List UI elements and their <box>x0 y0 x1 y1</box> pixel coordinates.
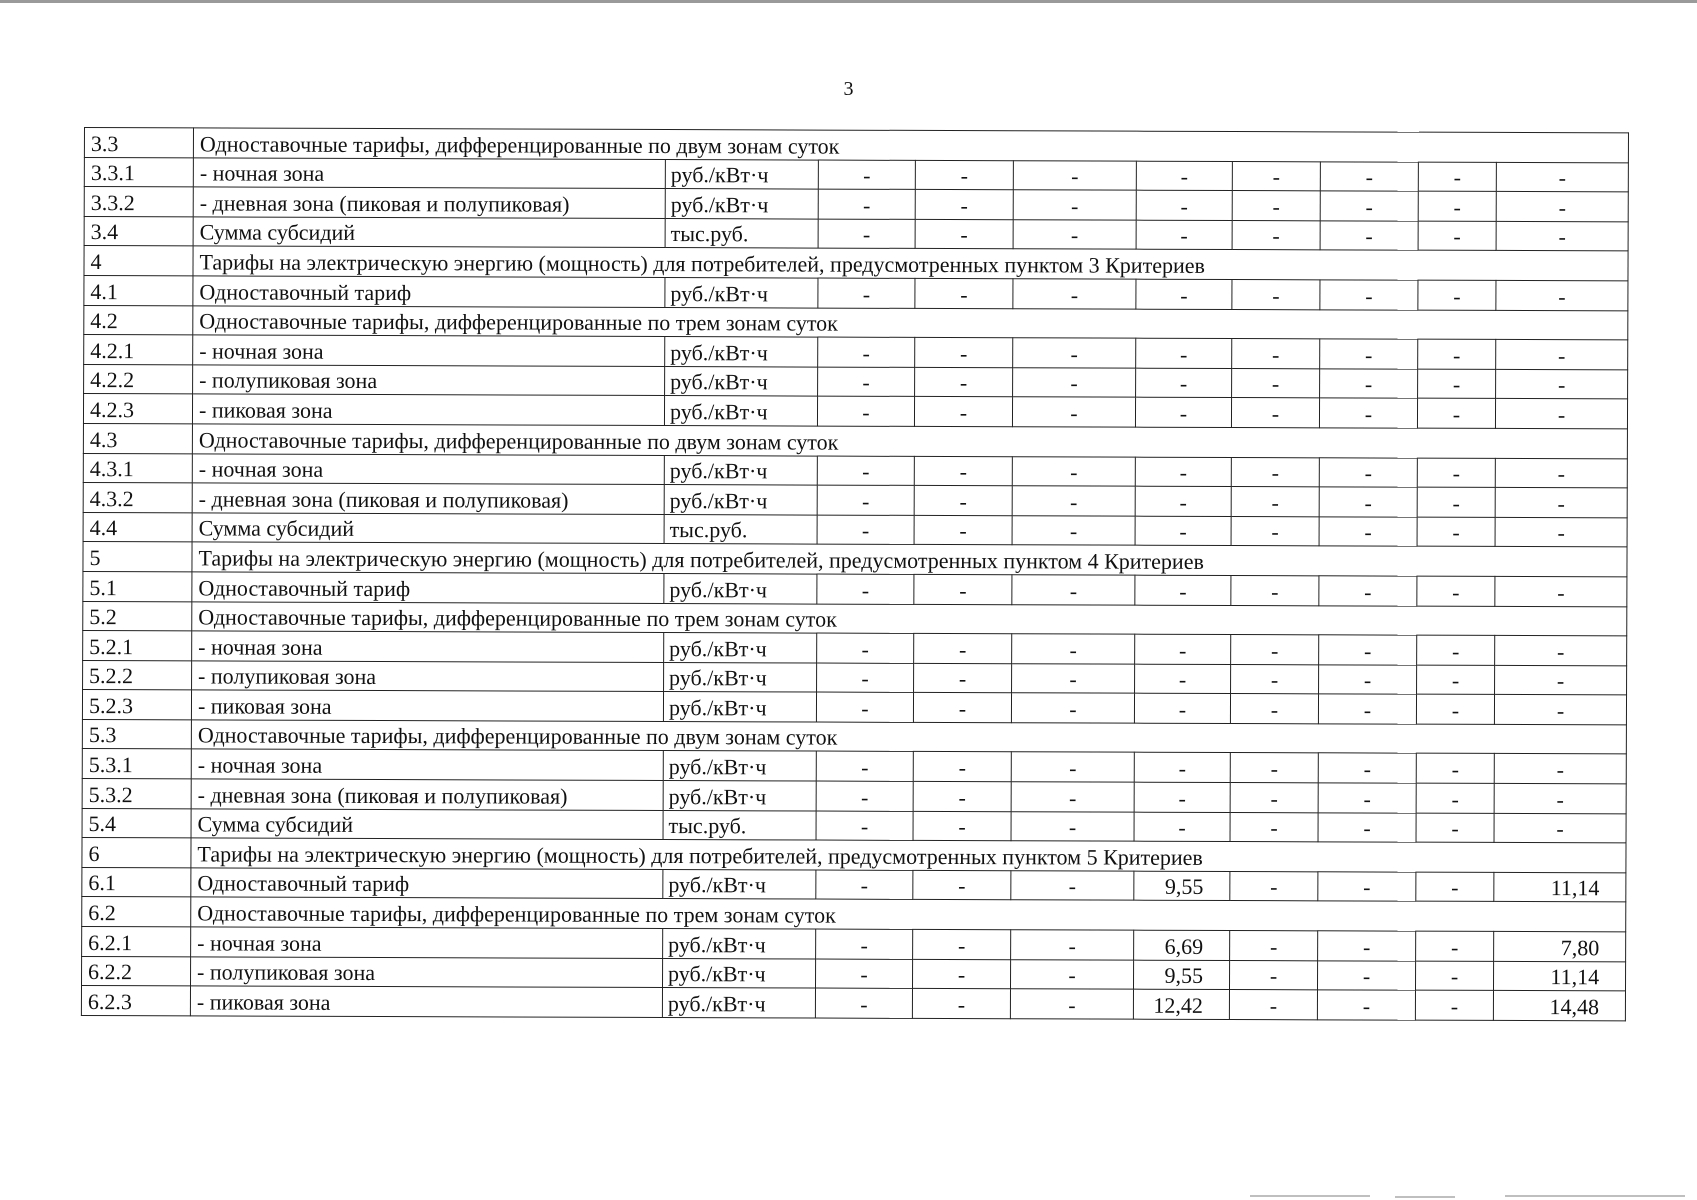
value-cell: - <box>1012 575 1135 605</box>
value-cell: - <box>914 574 1012 604</box>
value-cell: - <box>1013 367 1136 397</box>
value-cell: - <box>1011 693 1134 723</box>
value-cell: - <box>1319 457 1417 487</box>
value-cell: - <box>913 752 1011 782</box>
unit-cell: руб./кВт·ч <box>662 988 815 1018</box>
value-cell: - <box>1319 576 1417 606</box>
row-number-cell: 5.3 <box>82 719 191 749</box>
value-cell: - <box>1012 634 1135 664</box>
value-cell: - <box>1418 280 1496 310</box>
value-cell: - <box>816 692 913 722</box>
value-cell: - <box>817 515 914 545</box>
value-cell: - <box>1318 931 1416 961</box>
row-number-cell: 5 <box>83 542 192 572</box>
value-cell: - <box>1230 812 1318 842</box>
value-cell: - <box>1010 989 1133 1019</box>
row-number-cell: 4.3.2 <box>83 483 192 513</box>
value-cell: - <box>1135 398 1231 428</box>
value-cell: - <box>915 278 1013 308</box>
unit-cell: руб./кВт·ч <box>663 692 816 722</box>
value-cell: - <box>1135 457 1231 487</box>
value-cell: - <box>1134 782 1230 812</box>
value-cell: - <box>913 693 1011 723</box>
unit-cell: руб./кВт·ч <box>664 455 817 485</box>
value-cell: - <box>817 485 914 515</box>
value-cell: - <box>818 160 915 190</box>
value-cell: - <box>1231 664 1319 694</box>
unit-cell: руб./кВт·ч <box>663 929 816 959</box>
unit-cell: руб./кВт·ч <box>664 396 817 426</box>
row-name-cell: - полупиковая зона <box>191 957 663 988</box>
row-number-cell: 6.2.2 <box>82 956 191 986</box>
value-cell: - <box>1416 872 1494 902</box>
unit-cell: руб./кВт·ч <box>664 573 817 603</box>
row-name-cell: Сумма субсидий <box>191 809 663 840</box>
value-cell: - <box>1417 517 1495 547</box>
value-cell: - <box>1495 488 1627 518</box>
value-cell: 6,69 <box>1134 930 1230 960</box>
value-cell: - <box>1013 338 1136 368</box>
value-cell: - <box>1136 220 1232 250</box>
value-cell: - <box>914 456 1012 486</box>
value-cell: - <box>1320 339 1418 369</box>
section-title-cell: Тарифы на электрическую энергию (мощность) для потребителей, предусмотренных пунктом 5 Критериев <box>191 838 1626 873</box>
value-cell: - <box>1319 517 1417 547</box>
row-name-cell: - пиковая зона <box>191 690 663 721</box>
value-cell: - <box>1229 960 1317 990</box>
row-name-cell: - дневная зона (пиковая и полупиковая) <box>193 187 665 218</box>
row-number-cell: 6.2.3 <box>81 986 190 1016</box>
value-cell: - <box>1232 368 1320 398</box>
value-cell: - <box>1230 931 1318 961</box>
value-cell: - <box>1136 190 1232 220</box>
value-cell: - <box>1495 399 1627 429</box>
value-cell: - <box>914 633 1012 663</box>
row-number-cell: 5.2.3 <box>82 690 191 720</box>
value-cell: - <box>816 781 913 811</box>
row-number-cell: 4.3.1 <box>83 453 192 483</box>
row-number-cell: 4.2.2 <box>84 364 193 394</box>
value-cell: - <box>818 189 915 219</box>
unit-cell: руб./кВт·ч <box>664 662 817 692</box>
section-title-cell: Одноставочные тарифы, дифференцированные по двум зонам суток <box>193 128 1628 163</box>
value-cell: - <box>816 752 913 782</box>
value-cell: - <box>1319 635 1417 665</box>
page-number: 3 <box>843 78 854 100</box>
row-number-cell: 4.3 <box>83 423 192 453</box>
value-cell: 11,14 <box>1493 961 1625 991</box>
row-number-cell: 3.3.2 <box>84 187 193 217</box>
value-cell: - <box>915 367 1013 397</box>
value-cell: - <box>1416 754 1494 784</box>
section-title-cell: Тарифы на электрическую энергию (мощность) для потребителей, предусмотренных пунктом 4 Критериев <box>192 542 1627 577</box>
value-cell: - <box>818 219 915 249</box>
value-cell: - <box>1231 487 1319 517</box>
unit-cell: руб./кВт·ч <box>665 189 818 219</box>
value-cell: - <box>816 929 913 959</box>
value-cell: - <box>1230 783 1318 813</box>
row-name-cell: Сумма субсидий <box>193 217 665 248</box>
row-name-cell: - ночная зона <box>192 631 664 662</box>
value-cell: - <box>1496 221 1628 251</box>
row-name-cell: - дневная зона (пиковая и полупиковая) <box>192 483 664 514</box>
value-cell: - <box>817 396 914 426</box>
value-cell: - <box>1418 339 1496 369</box>
value-cell: - <box>815 988 912 1018</box>
value-cell: - <box>1136 368 1232 398</box>
value-cell: - <box>1415 990 1493 1020</box>
value-cell: - <box>1495 665 1627 695</box>
value-cell: 14,48 <box>1493 991 1625 1021</box>
value-cell: - <box>1135 486 1231 516</box>
row-number-cell: 4 <box>84 246 193 276</box>
value-cell: - <box>1136 279 1232 309</box>
value-cell: - <box>1318 872 1416 902</box>
value-cell: - <box>1232 339 1320 369</box>
value-cell: - <box>1013 220 1136 250</box>
value-cell: - <box>1417 487 1495 517</box>
value-cell: - <box>1012 515 1135 545</box>
row-name-cell: - пиковая зона <box>190 986 662 1017</box>
value-cell: - <box>1320 191 1418 221</box>
section-title-cell: Одноставочные тарифы, дифференцированные по двум зонам суток <box>191 720 1626 755</box>
row-number-cell: 6 <box>82 838 191 868</box>
row-number-cell: 6.2.1 <box>82 927 191 957</box>
unit-cell: руб./кВт·ч <box>663 869 816 899</box>
unit-cell: руб./кВт·ч <box>665 159 818 189</box>
value-cell: - <box>1417 635 1495 665</box>
scan-artifact-line <box>1505 1195 1685 1197</box>
value-cell: - <box>915 160 1013 190</box>
row-number-cell: 5.2.2 <box>83 660 192 690</box>
value-cell: - <box>913 811 1011 841</box>
row-number-cell: 4.2 <box>84 305 193 335</box>
value-cell: - <box>912 989 1010 1019</box>
value-cell: - <box>1134 812 1230 842</box>
section-title-cell: Тарифы на электрическую энергию (мощность) для потребителей, предусмотренных пунктом 3 Критериев <box>193 246 1628 281</box>
value-cell: 12,42 <box>1133 989 1229 1019</box>
value-cell: - <box>1012 486 1135 516</box>
value-cell: 7,80 <box>1494 931 1626 961</box>
value-cell: - <box>1418 162 1496 192</box>
value-cell: 9,55 <box>1133 960 1229 990</box>
value-cell: - <box>1135 516 1231 546</box>
unit-cell: руб./кВт·ч <box>665 277 818 307</box>
value-cell: - <box>1231 635 1319 665</box>
value-cell: - <box>1496 369 1628 399</box>
value-cell: - <box>815 959 912 989</box>
row-name-cell: - ночная зона <box>191 927 663 958</box>
value-cell: - <box>1011 930 1134 960</box>
value-cell: - <box>1013 279 1136 309</box>
scan-top-edge <box>0 0 1697 3</box>
value-cell: - <box>817 633 914 663</box>
row-number-cell: 3.3 <box>84 128 193 158</box>
value-cell: - <box>816 870 913 900</box>
scan-artifact-line <box>1250 1195 1370 1197</box>
value-cell: - <box>1231 398 1319 428</box>
unit-cell: тыс.руб. <box>665 218 818 248</box>
value-cell: - <box>1012 456 1135 486</box>
value-cell: - <box>1320 221 1418 251</box>
row-number-cell: 5.2 <box>83 601 192 631</box>
value-cell: - <box>1229 990 1317 1020</box>
value-cell: - <box>817 574 914 604</box>
value-cell: - <box>816 811 913 841</box>
value-cell: - <box>1318 783 1416 813</box>
value-cell: - <box>1318 753 1416 783</box>
table-row <box>81 986 1625 1021</box>
value-cell: - <box>914 397 1012 427</box>
value-cell: - <box>914 486 1012 516</box>
value-cell: - <box>912 959 1010 989</box>
row-name-cell: Одноставочный тариф <box>192 572 664 603</box>
value-cell: - <box>1495 576 1627 606</box>
value-cell: - <box>1417 399 1495 429</box>
value-cell: - <box>818 367 915 397</box>
value-cell: - <box>1011 752 1134 782</box>
value-cell: - <box>1317 990 1415 1020</box>
value-cell: - <box>1232 279 1320 309</box>
value-cell: - <box>1230 871 1318 901</box>
row-number-cell: 4.2.1 <box>84 335 193 365</box>
value-cell: 11,14 <box>1494 872 1626 902</box>
value-cell: - <box>1011 871 1134 901</box>
value-cell: - <box>1417 665 1495 695</box>
unit-cell: тыс.руб. <box>663 810 816 840</box>
tariff-table <box>81 127 1629 1021</box>
value-cell: - <box>1416 813 1494 843</box>
row-name-cell: - дневная зона (пиковая и полупиковая) <box>191 779 663 810</box>
section-title-cell: Одноставочные тарифы, дифференцированные по трем зонам суток <box>193 305 1628 340</box>
unit-cell: руб./кВт·ч <box>665 366 818 396</box>
value-cell: - <box>1134 693 1230 723</box>
row-number-cell: 6.2 <box>82 897 191 927</box>
value-cell: - <box>1135 634 1231 664</box>
value-cell: - <box>1013 190 1136 220</box>
row-name-cell: - ночная зона <box>191 749 663 780</box>
value-cell: - <box>913 929 1011 959</box>
section-title-cell: Одноставочные тарифы, дифференцированные по трем зонам суток <box>192 601 1627 636</box>
value-cell: - <box>1495 458 1627 488</box>
value-cell: - <box>1135 575 1231 605</box>
value-cell: - <box>915 338 1013 368</box>
value-cell: - <box>914 515 1012 545</box>
value-cell: - <box>1495 517 1627 547</box>
value-cell: - <box>1320 161 1418 191</box>
value-cell: - <box>1494 813 1626 843</box>
value-cell: - <box>1231 575 1319 605</box>
row-name-cell: Одноставочный тариф <box>193 276 665 307</box>
unit-cell: руб./кВт·ч <box>662 958 815 988</box>
value-cell: - <box>1319 487 1417 517</box>
value-cell: - <box>1011 811 1134 841</box>
value-cell: - <box>913 781 1011 811</box>
value-cell: - <box>915 190 1013 220</box>
value-cell: - <box>1231 457 1319 487</box>
row-name-cell: - пиковая зона <box>192 394 664 425</box>
value-cell: - <box>1013 160 1136 190</box>
value-cell: - <box>1495 636 1627 666</box>
row-number-cell: 3.3.1 <box>84 157 193 187</box>
row-name-cell: Одноставочный тариф <box>191 868 663 899</box>
value-cell: - <box>1418 369 1496 399</box>
value-cell: - <box>1418 191 1496 221</box>
value-cell: - <box>1318 694 1416 724</box>
value-cell: - <box>913 870 1011 900</box>
value-cell: - <box>1320 369 1418 399</box>
value-cell: - <box>1416 783 1494 813</box>
value-cell: - <box>818 337 915 367</box>
row-number-cell: 4.4 <box>83 512 192 542</box>
value-cell: - <box>1010 959 1133 989</box>
unit-cell: руб./кВт·ч <box>664 485 817 515</box>
value-cell: - <box>1011 782 1134 812</box>
row-number-cell: 3.4 <box>84 216 193 246</box>
value-cell: - <box>1230 753 1318 783</box>
value-cell: - <box>1232 191 1320 221</box>
value-cell: - <box>1231 516 1319 546</box>
value-cell: - <box>1417 458 1495 488</box>
row-name-cell: Сумма субсидий <box>192 513 664 544</box>
value-cell: - <box>1012 397 1135 427</box>
row-number-cell: 5.3.1 <box>82 749 191 779</box>
value-cell: - <box>1317 960 1415 990</box>
value-cell: - <box>1416 931 1494 961</box>
value-cell: - <box>1134 753 1230 783</box>
unit-cell: тыс.руб. <box>664 514 817 544</box>
row-name-cell: - полупиковая зона <box>193 365 665 396</box>
section-title-cell: Одноставочные тарифы, дифференцированные по трем зонам суток <box>191 897 1626 932</box>
value-cell: - <box>1494 695 1626 725</box>
value-cell: - <box>1496 340 1628 370</box>
row-number-cell: 5.4 <box>82 808 191 838</box>
value-cell: - <box>1319 398 1417 428</box>
row-number-cell: 5.3.2 <box>82 779 191 809</box>
row-number-cell: 5.2.1 <box>83 631 192 661</box>
value-cell: - <box>1418 221 1496 251</box>
value-cell: - <box>1136 161 1232 191</box>
value-cell: - <box>817 456 914 486</box>
unit-cell: руб./кВт·ч <box>665 337 818 367</box>
row-number-cell: 5.1 <box>83 571 192 601</box>
scan-artifact-line <box>1395 1196 1455 1198</box>
value-cell: - <box>1012 663 1135 693</box>
value-cell: 9,55 <box>1134 871 1230 901</box>
value-cell: - <box>1496 280 1628 310</box>
unit-cell: руб./кВт·ч <box>663 781 816 811</box>
value-cell: - <box>817 663 914 693</box>
value-cell: - <box>1494 783 1626 813</box>
value-cell: - <box>1318 812 1416 842</box>
section-title-cell: Одноставочные тарифы, дифференцированные по двум зонам суток <box>192 424 1627 459</box>
table-body <box>81 128 1628 1021</box>
value-cell: - <box>1232 161 1320 191</box>
value-cell: - <box>915 219 1013 249</box>
value-cell: - <box>1320 280 1418 310</box>
value-cell: - <box>1494 754 1626 784</box>
value-cell: - <box>1417 576 1495 606</box>
row-number-cell: 4.1 <box>84 275 193 305</box>
value-cell: - <box>1230 694 1318 724</box>
unit-cell: руб./кВт·ч <box>663 751 816 781</box>
value-cell: - <box>1319 665 1417 695</box>
row-number-cell: 6.1 <box>82 867 191 897</box>
value-cell: - <box>1416 694 1494 724</box>
value-cell: - <box>818 278 915 308</box>
row-name-cell: - полупиковая зона <box>192 661 664 692</box>
value-cell: - <box>914 663 1012 693</box>
unit-cell: руб./кВт·ч <box>664 633 817 663</box>
value-cell: - <box>1496 192 1628 222</box>
value-cell: - <box>1136 338 1232 368</box>
value-cell: - <box>1415 961 1493 991</box>
row-name-cell: - ночная зона <box>192 453 664 484</box>
value-cell: - <box>1135 664 1231 694</box>
row-name-cell: - ночная зона <box>193 335 665 366</box>
value-cell: - <box>1496 162 1628 192</box>
row-number-cell: 4.2.3 <box>83 394 192 424</box>
row-name-cell: - ночная зона <box>193 157 665 188</box>
value-cell: - <box>1232 220 1320 250</box>
